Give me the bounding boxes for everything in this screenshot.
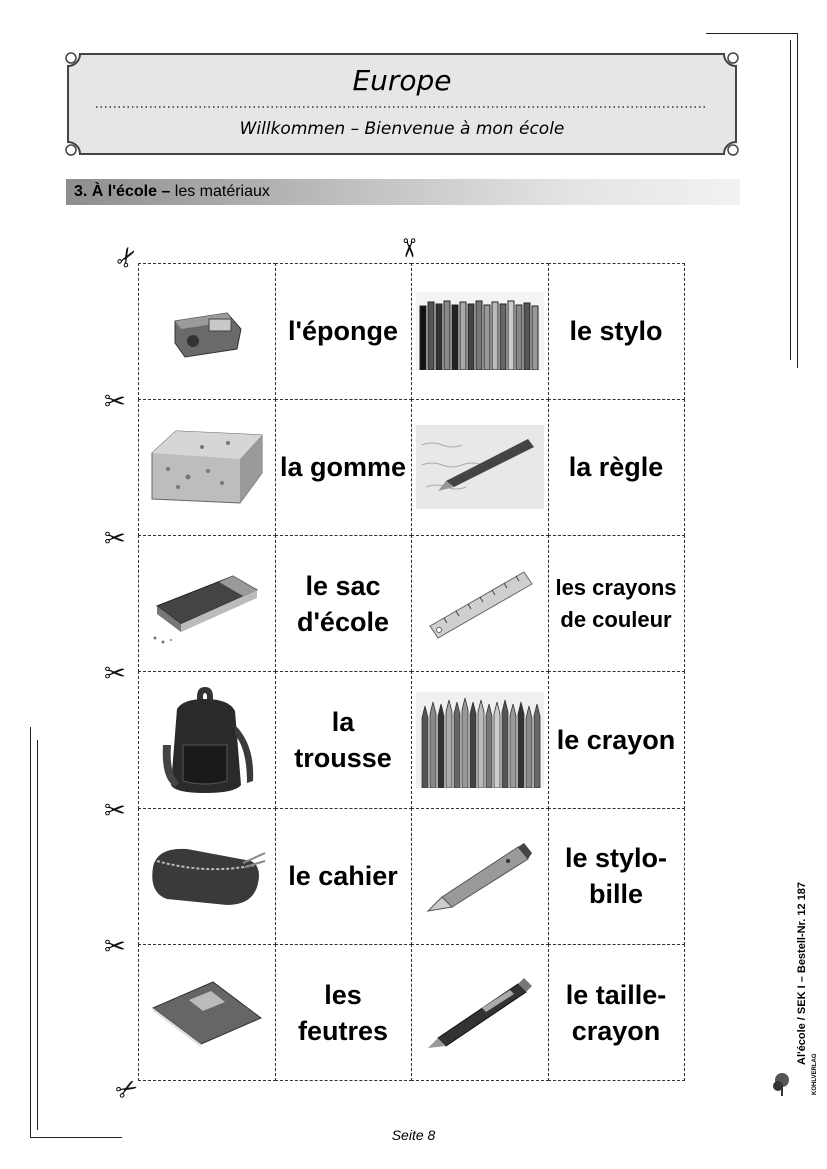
word-card <box>548 808 685 945</box>
word-label: l'éponge <box>288 316 398 347</box>
word-card <box>548 944 685 1081</box>
word-label: le cahier <box>288 861 398 892</box>
frame-line-top-right <box>706 33 798 34</box>
scissors-icon: ✂ <box>104 931 126 961</box>
picture-card <box>411 399 549 536</box>
frame-line-right-inner <box>790 40 791 360</box>
word-label: les crayons de couleur <box>555 574 677 632</box>
section-title-bold: À l'école – <box>91 183 171 200</box>
notebook-icon <box>149 978 265 1048</box>
pencil-icon <box>424 839 536 913</box>
word-card <box>275 944 412 1081</box>
scissors-icon: ✂ <box>393 237 424 259</box>
frame-line-left <box>30 727 31 1137</box>
word-card <box>275 399 412 536</box>
sponge-icon <box>148 425 266 509</box>
publisher-name: KOHLVERLAG <box>812 1053 818 1095</box>
eraser-icon <box>149 562 265 646</box>
picture-card <box>411 944 549 1081</box>
ruler-icon <box>424 562 536 646</box>
ballpoint-pen-icon <box>422 976 538 1050</box>
word-label: le stylo-bille <box>564 843 668 910</box>
word-card <box>548 535 685 672</box>
scissors-icon: ✂ <box>104 386 126 416</box>
word-card <box>548 263 685 400</box>
page-number: Seite 8 <box>391 1127 436 1143</box>
picture-card <box>138 535 276 672</box>
pencil-case-icon <box>147 841 267 911</box>
word-label: le sac d'école <box>297 570 389 637</box>
picture-card <box>138 808 276 945</box>
header-banner <box>64 50 740 158</box>
word-card <box>275 263 412 400</box>
word-card <box>548 671 685 808</box>
pencil-sharpener-icon <box>167 299 247 363</box>
picture-card <box>138 944 276 1081</box>
page-subtitle: Willkommen – Bienvenue à mon école <box>239 119 565 139</box>
card-grid <box>138 263 684 1081</box>
colored-pencils-icon <box>416 692 544 788</box>
word-label: le crayon <box>556 725 676 756</box>
fountain-pen-icon <box>416 425 544 509</box>
order-number-text: Al'école / SEK I – Bestell-Nr. 12 187 <box>796 882 808 1065</box>
section-number: 3. <box>74 183 88 200</box>
word-card <box>275 671 412 808</box>
scissors-icon: ✂ <box>104 658 126 688</box>
frame-line-left-inner <box>37 740 38 1130</box>
picture-card <box>138 263 276 400</box>
picture-card <box>411 671 549 808</box>
picture-card <box>138 671 276 808</box>
section-heading <box>66 179 740 205</box>
section-heading-text <box>74 183 270 201</box>
word-label: les feutres <box>297 979 389 1046</box>
publisher-logo <box>772 1068 808 1098</box>
picture-card <box>411 535 549 672</box>
frame-line-right <box>797 33 798 368</box>
word-label: la gomme <box>279 452 407 483</box>
scissors-icon: ✂ <box>108 240 146 274</box>
word-card <box>275 808 412 945</box>
picture-card <box>411 263 549 400</box>
page-title: Europe <box>352 64 452 97</box>
word-label: la trousse <box>294 707 392 774</box>
scissors-icon: ✂ <box>104 795 126 825</box>
section-title-rest: les matériaux <box>170 183 270 200</box>
word-label: la règle <box>568 452 664 483</box>
picture-card <box>138 399 276 536</box>
word-label: le stylo <box>569 316 663 347</box>
word-label: le taille-crayon <box>565 979 667 1046</box>
scissors-icon: ✂ <box>109 1070 144 1108</box>
backpack-icon <box>155 685 259 795</box>
word-card <box>275 535 412 672</box>
picture-card <box>411 808 549 945</box>
word-card <box>548 399 685 536</box>
tree-icon <box>772 1068 808 1098</box>
scissors-icon: ✂ <box>104 523 126 553</box>
felt-pens-icon <box>416 292 544 370</box>
